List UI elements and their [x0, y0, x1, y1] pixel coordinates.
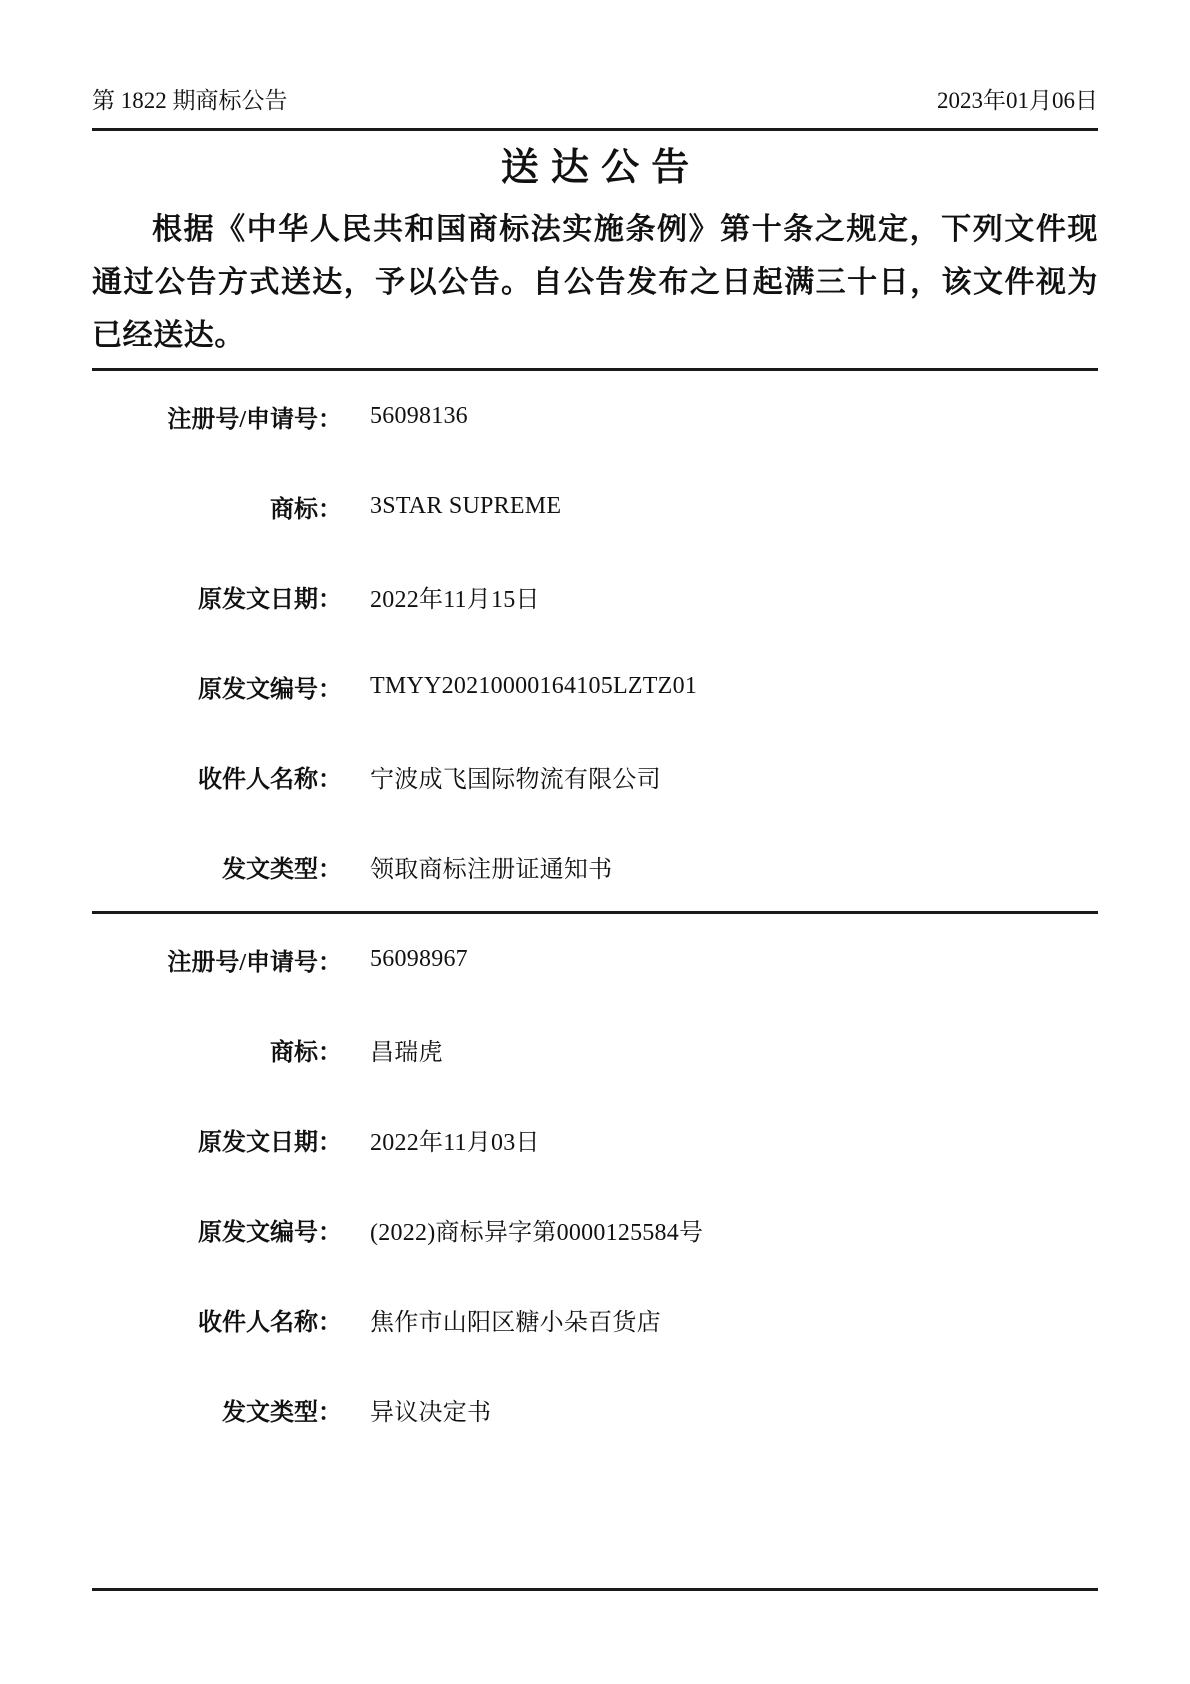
field-row-trademark [92, 1004, 1098, 1094]
header-divider [92, 128, 1098, 131]
field-value: 2022年11月03日 [370, 1129, 540, 1156]
field-value: 异议决定书 [370, 1399, 492, 1426]
field-label: 注册号/申请号： [167, 406, 342, 433]
field-value: 2022年11月15日 [370, 586, 540, 613]
field-label: 商标： [270, 1039, 342, 1066]
field-label: 收件人名称： [198, 1309, 342, 1336]
field-row-original-document-number [92, 641, 1098, 731]
field-row-document-type [92, 1364, 1098, 1454]
field-label: 收件人名称： [198, 766, 342, 793]
field-value: 3STAR SUPREME [370, 492, 562, 519]
page-bottom-divider [92, 1588, 1098, 1591]
gazette-issue-label: 第 1822 期商标公告 [92, 88, 288, 113]
field-value: 领取商标注册证通知书 [370, 856, 613, 883]
field-value: 56098967 [370, 945, 468, 972]
field-value: 焦作市山阳区糖小朵百货店 [370, 1309, 661, 1336]
intro-paragraph: 根据《中华人民共和国商标法实施条例》第十条之规定，下列文件现通过公告方式送达，予以公告。自公告发布之日起满三十日，该文件视为已经送达。 [92, 213, 1098, 352]
field-label: 发文类型： [222, 1399, 342, 1426]
field-row-recipient-name [92, 1274, 1098, 1364]
field-value: 昌瑞虎 [370, 1039, 443, 1066]
field-value: TMYY20210000164105LZTZ01 [370, 672, 698, 699]
field-value: 宁波成飞国际物流有限公司 [370, 766, 661, 793]
field-row-original-document-number [92, 1184, 1098, 1274]
field-label: 原发文编号： [198, 1219, 342, 1246]
field-value: 56098136 [370, 402, 468, 429]
page-header [92, 0, 1098, 116]
field-row-recipient-name [92, 731, 1098, 821]
page-title: 送达公告 [500, 147, 702, 189]
field-row-original-issue-date [92, 1094, 1098, 1184]
field-label: 原发文编号： [198, 676, 342, 703]
field-value: (2022)商标异字第0000125584号 [370, 1219, 704, 1246]
field-label: 发文类型： [222, 856, 342, 883]
field-label: 商标： [270, 496, 342, 523]
record-block-2 [92, 914, 1098, 1454]
field-label: 原发文日期： [198, 586, 342, 613]
field-label: 原发文日期： [198, 1129, 342, 1156]
field-row-registration-number [92, 371, 1098, 461]
gazette-date-label: 2023年01月06日 [937, 88, 1098, 113]
field-label: 注册号/申请号： [167, 949, 342, 976]
record-block-1 [92, 371, 1098, 911]
field-row-trademark [92, 461, 1098, 551]
field-row-registration-number [92, 914, 1098, 1004]
field-row-original-issue-date [92, 551, 1098, 641]
field-row-document-type [92, 821, 1098, 911]
